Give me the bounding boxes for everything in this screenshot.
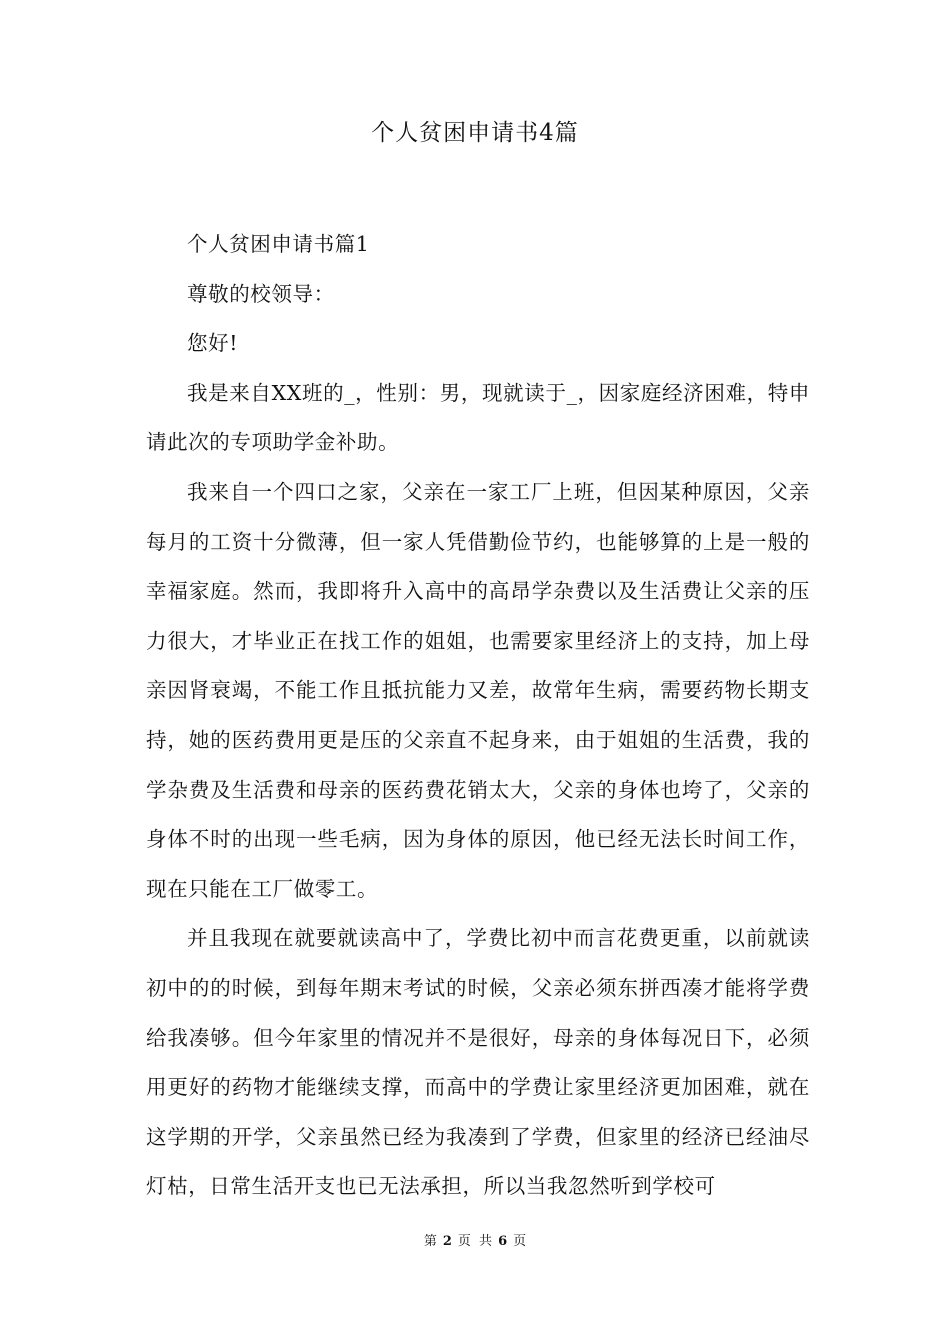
footer-current-page: 2 [442, 1234, 452, 1249]
document-title: 个人贫困申请书4篇 [371, 120, 579, 146]
body-paragraph: 我是来自XX班的_，性别：男，现就读于_，因家庭经济困难，特申请此次的专项助学金补助。 [146, 380, 810, 455]
footer-total-pages: 6 [498, 1234, 508, 1249]
footer-suffix: 页 [513, 1234, 527, 1249]
section-heading: 个人贫困申请书篇1 [187, 232, 370, 256]
body-paragraph: 并且我现在就要就读高中了，学费比初中而言花费更重，以前就读初中的的时候，到每年期末考试的时候，父亲必须东拼西凑才能将学费给我凑够。但今年家里的情况并不是很好，母亲的身体每况日下，必须用更好的药物才能继续支撑，而高中的学费让家里经济更加困难，就在这学期的开学，父亲虽然已经为我凑到了学费，但家里的经济已经油尽灯枯，日常生活开支也已无法承担，所以当我忽然听到学校可 [146, 926, 810, 1199]
body-paragraph: 我来自一个四口之家，父亲在一家工厂上班，但因某种原因，父亲每月的工资十分微薄，但一家人凭借勤俭节约，也能够算的上是一般的幸福家庭。然而，我即将升入高中的高昂学杂费以及生活费让父亲的压力很大，才毕业正在找工作的姐姐，也需要家里经济上的支持，加上母亲因肾衰竭，不能工作且抵抗能力又差，故常年生病，需要药物长期支持，她的医药费用更是压的父亲直不起身来，由于姐姐的生活费，我的学杂费及生活费和母亲的医药费花销太大，父亲的身体也垮了，父亲的身体不时的出现一些毛病，因为身体的原因，他已经无法长时间工作，现在只能在工厂做零工。 [146, 479, 810, 901]
greeting: 您好! [187, 331, 239, 356]
footer-prefix: 第 [423, 1234, 437, 1249]
salutation: 尊敬的校领导： [187, 281, 335, 306]
page-footer [0, 1233, 950, 1251]
footer-middle: 页 共 [457, 1234, 493, 1249]
document-body [146, 220, 810, 1212]
